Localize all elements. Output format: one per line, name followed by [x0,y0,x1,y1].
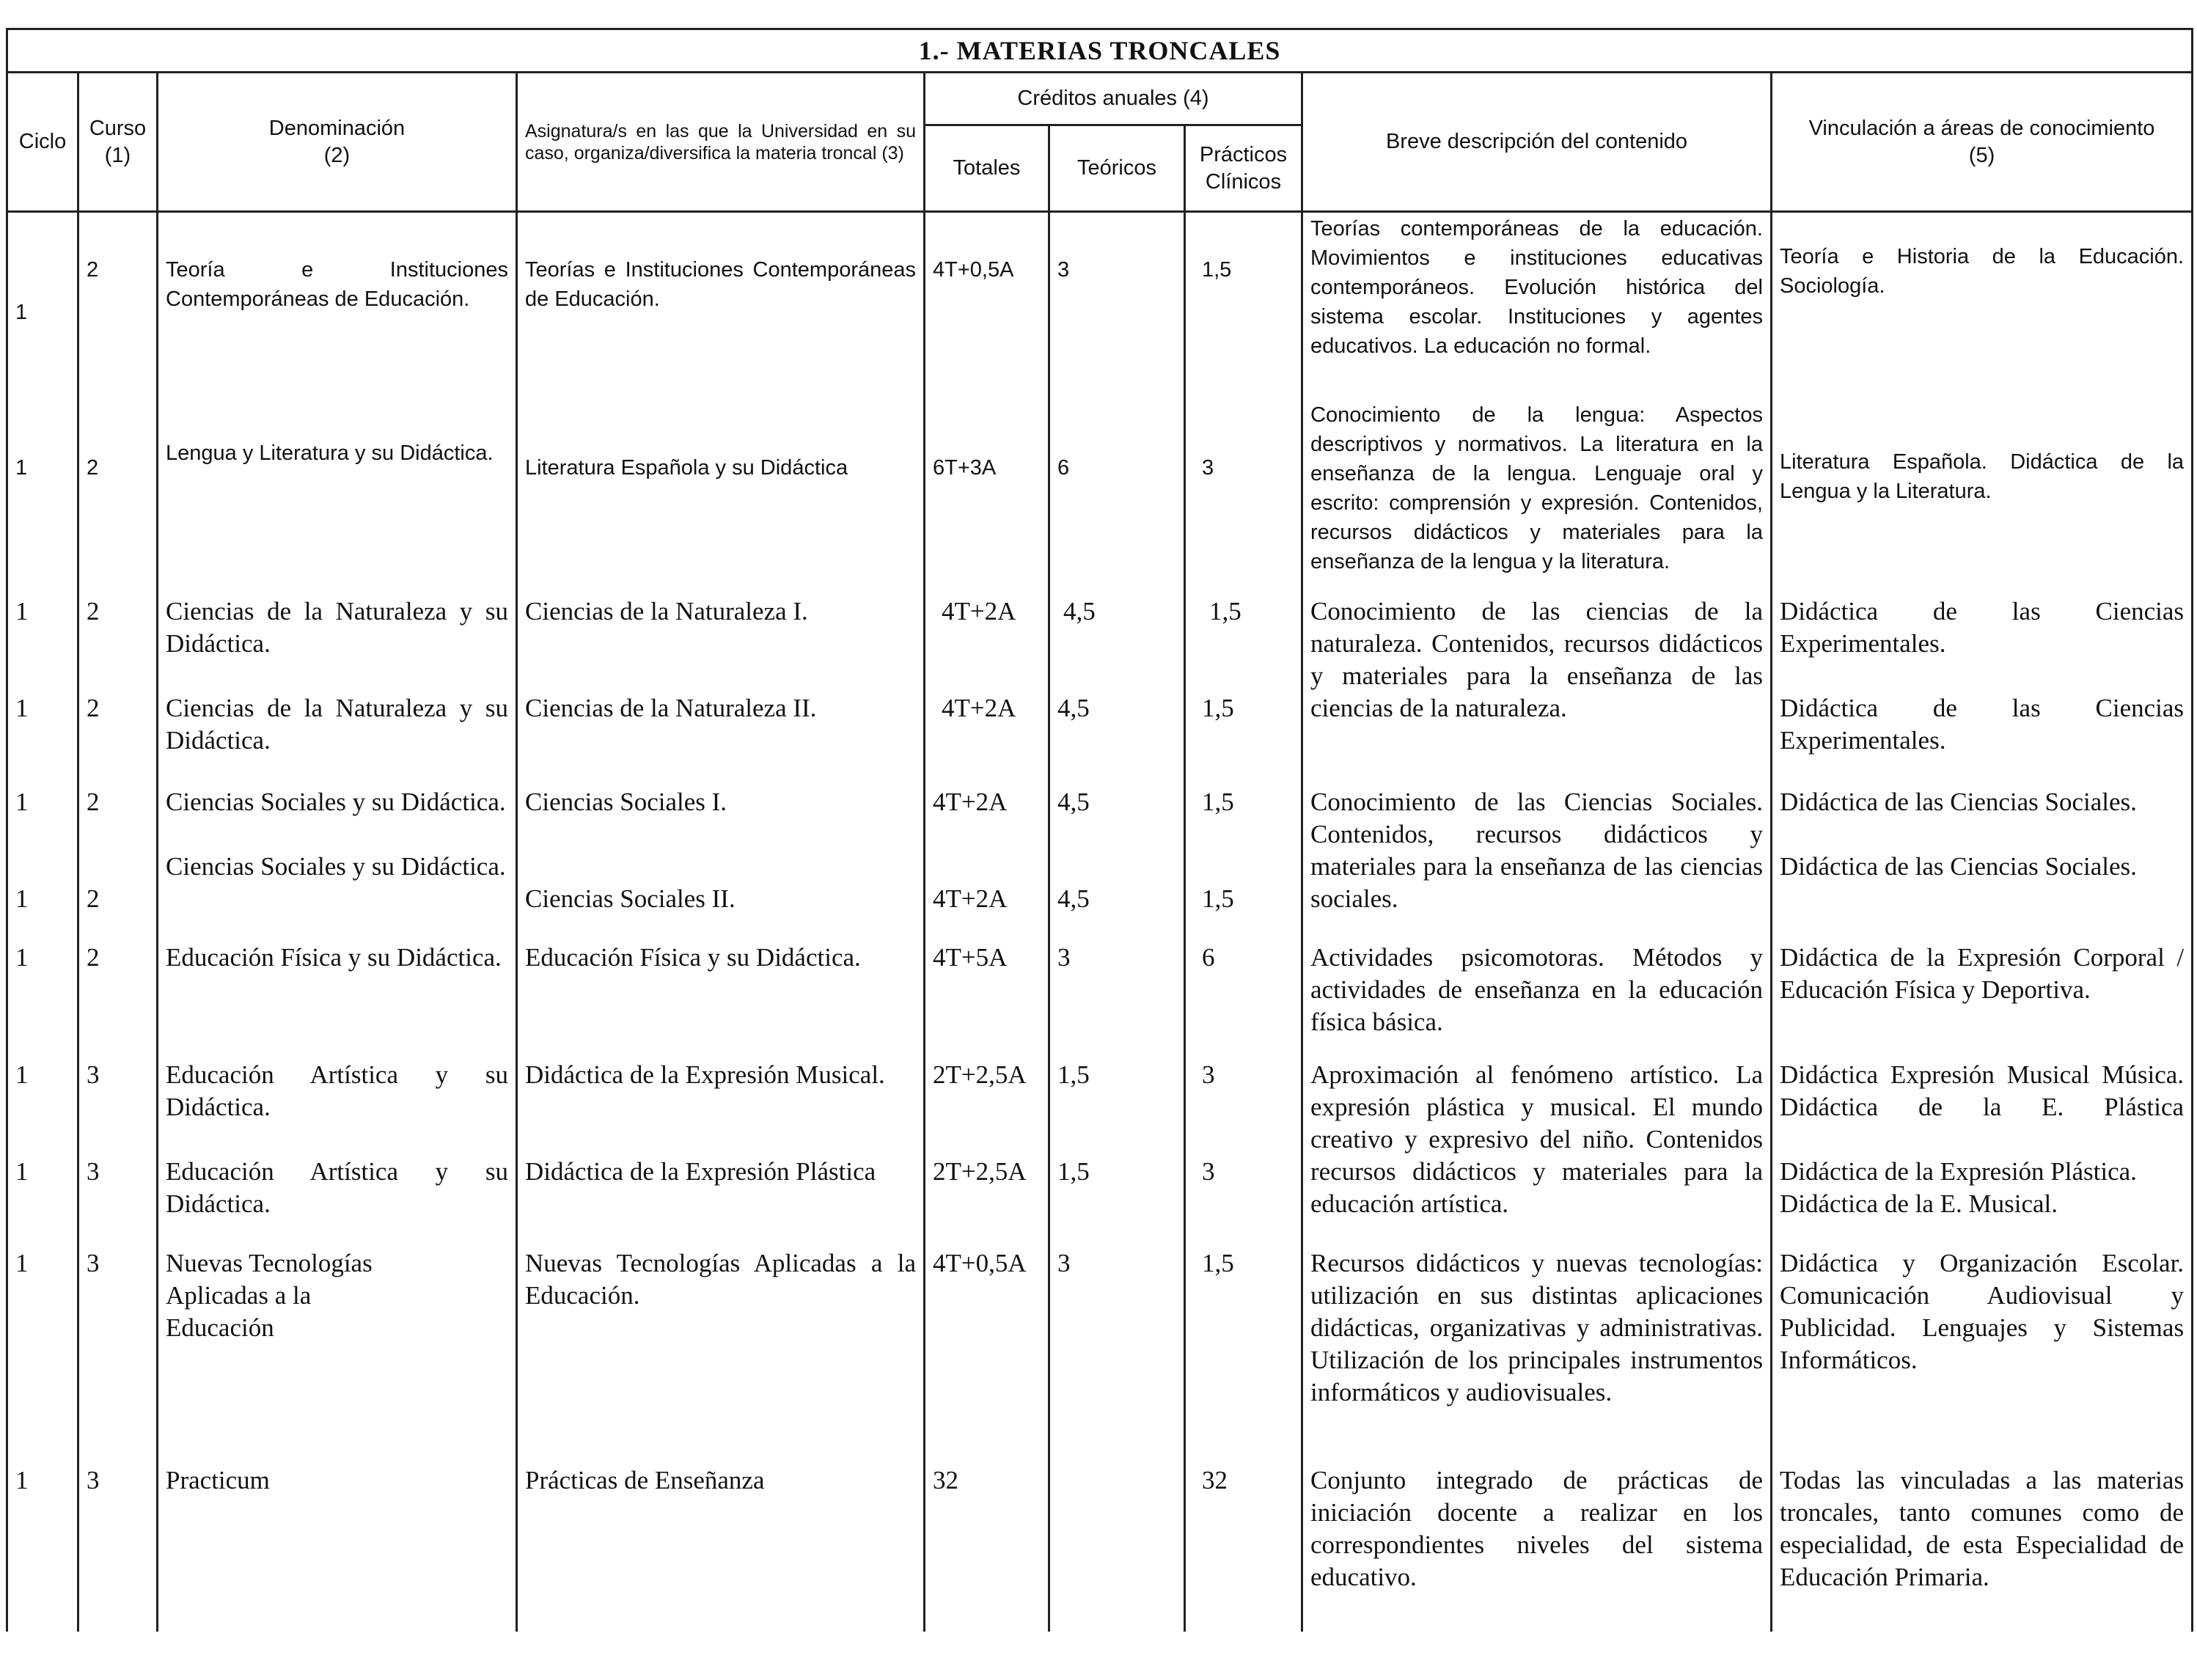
totales-value: 4T+2A [933,884,1008,913]
practicos-value: 1,5 [1202,258,1232,282]
asignatura-value: Nuevas Tecnologías Aplicadas a la Educación. [525,1248,916,1310]
denominacion-value: Ciencias de la Naturaleza y su Didáctica. [166,596,508,658]
denominacion-value: Educación Artística y su Didáctica. [166,1060,508,1121]
ciclo-value: 1 [15,455,28,480]
table-row [7,212,2193,395]
asignatura-value: Teorías e Instituciones Contemporáneas de Educación. [525,258,916,311]
denominacion-value: Ciencias de la Naturaleza y su Didáctica. [166,693,508,755]
cell-asignatura [517,395,925,594]
totales-value: 4T+2A [942,596,1016,626]
header-asignatura: Asignatura/s en las que la Universidad en su caso, organiza/diversifica la materia troncal (3) [517,73,925,212]
header-denominacion [158,73,517,212]
totales-value: 4T+5A [933,942,1008,972]
descripcion-value: Conocimiento de la lengua: Aspectos descriptivos y normativos. La literatura en la enseñanza de la lengua. Lenguaje oral y escrito: comprensión y expresión. Contenidos, recursos didácticos y materiales para la enseñanza de la lengua y la literatura. [1310,403,1763,573]
cell-denominacion [158,594,517,785]
practicos-value: 3 [1202,1156,1215,1186]
teoricos-value: 4,5 [1063,596,1096,626]
ciclo-value: 1 [15,787,29,816]
practicos-value: 3 [1202,455,1214,480]
cell-ciclo [7,395,78,594]
cell-practicos [1185,940,1302,1057]
asignatura-value: Literatura Española y su Didáctica [525,455,848,480]
ciclo-value: 1 [15,1060,29,1089]
cell-asignatura [517,594,925,785]
denominacion-value: Ciencias Sociales y su Didáctica. [166,787,506,816]
cell-vinculacion [1772,1463,2193,1632]
teoricos-value: 6 [1057,455,1070,480]
asignatura-value: Ciencias de la Naturaleza II. [525,693,817,722]
vinculacion-value: Teoría e Historia de la Educación. Sociología. [1780,245,2185,298]
vinculacion-value: Didáctica de las Ciencias Experimentales. [1780,596,2185,658]
totales-value: 4T+0,5A [933,1248,1027,1277]
cell-vinculacion [1772,395,2193,594]
header-practicos-label-2: Clínicos [1205,169,1282,194]
cell-descripcion [1302,594,1772,785]
ciclo-value: 1 [15,596,29,626]
cell-curso [78,212,158,395]
denominacion-value: Teoría e Instituciones Contemporáneas de Educación. [166,258,508,311]
practicos-value: 1,5 [1202,884,1234,913]
denominacion-value: Educación Física y su Didáctica. [166,942,502,972]
descripcion-value: Aproximación al fenómeno artístico. La expresión plástica y musical. El mundo creativo y expresivo del niño. Contenidos recursos didácticos y materiales para la educación artística. [1310,1060,1763,1218]
cell-descripcion [1302,785,1772,940]
cell-practicos [1185,1246,1302,1463]
denominacion-value: Ciencias Sociales y su Didáctica. [166,851,506,881]
cell-asignatura [517,212,925,395]
cell-asignatura [517,1246,925,1463]
teoricos-value: 4,5 [1057,693,1090,722]
header-curso [78,73,158,212]
header-denominacion-label: Denominación [268,116,406,140]
totales-value: 6T+3A [933,455,997,480]
cell-totales [925,940,1049,1057]
vinculacion-value: Didáctica de las Ciencias Experimentales. [1780,693,2185,755]
totales-value: 4T+2A [933,787,1008,816]
cell-practicos [1185,1463,1302,1632]
cell-vinculacion [1772,940,2193,1057]
practicos-value: 1,5 [1209,596,1241,626]
teoricos-value: 3 [1057,1248,1071,1277]
header-practicos-label: Prácticos [1199,142,1288,166]
curso-value: 3 [87,1156,100,1186]
descripcion-value: Conocimiento de las ciencias de la naturaleza. Contenidos, recursos didácticos y materiales para la enseñanza de las ciencias de la naturaleza. [1310,596,1763,722]
header-denominacion-note: (2) [323,143,351,167]
cell-teoricos [1049,1463,1185,1632]
table-row [7,940,2193,1057]
header-practicos [1185,125,1302,212]
table-row [7,785,2193,940]
curso-value: 2 [87,942,100,972]
practicos-value: 6 [1202,942,1215,972]
cell-teoricos [1049,940,1185,1057]
cell-ciclo [7,1057,78,1246]
header-curso-label: Curso [89,116,147,140]
ciclo-value: 1 [15,1156,29,1186]
cell-totales [925,785,1049,940]
cell-descripcion [1302,1463,1772,1632]
ciclo-value: 1 [15,1248,29,1277]
curso-value: 2 [87,455,99,480]
descripcion-value: Conjunto integrado de prácticas de iniciación docente a realizar en los correspondientes niveles del sistema educativo. [1310,1465,1763,1591]
cell-denominacion [158,212,517,395]
cell-vinculacion [1772,212,2193,395]
cell-denominacion [158,940,517,1057]
teoricos-value: 3 [1057,942,1071,972]
header-ciclo-label: Ciclo [18,130,67,153]
totales-value: 4T+2A [942,693,1016,722]
denominacion-value: Lengua y Literatura y su Didáctica. [166,441,494,465]
cell-teoricos [1049,1246,1185,1463]
cell-vinculacion [1772,1246,2193,1463]
curso-value: 3 [87,1248,100,1277]
asignatura-value: Didáctica de la Expresión Plástica [525,1156,876,1186]
vinculacion-value: Todas las vinculadas a las materias troncales, tanto comunes como de especialidad, de esta Especialidad de Educación Primaria. [1780,1465,2185,1591]
cell-ciclo [7,940,78,1057]
descripcion-value: Teorías contemporáneas de la educación. Movimientos e instituciones educativas contemporáneos. Evolución histórica del sistema escolar. Instituciones y agentes educativos. La educación no formal. [1310,217,1763,358]
table-row [7,1057,2193,1246]
vinculacion-value: Didáctica de las Ciencias Sociales. [1780,787,2137,816]
vinculacion-value: Didáctica Expresión Musical Música. Didáctica de la E. Plástica [1780,1060,2185,1121]
cell-teoricos [1049,594,1185,785]
vinculacion-value: Didáctica y Organización Escolar. Comunicación Audiovisual y Publicidad. Lenguajes y Sistemas Informáticos. [1780,1248,2185,1374]
cell-descripcion [1302,1057,1772,1246]
ciclo-value: 1 [15,301,28,324]
cell-practicos [1185,785,1302,940]
ciclo-value: 1 [15,942,29,972]
cell-denominacion [158,1246,517,1463]
cell-denominacion [158,395,517,594]
header-totales: Totales [925,125,1049,212]
practicos-value: 1,5 [1202,1248,1234,1277]
totales-value: 2T+2,5A [933,1156,1027,1186]
cell-practicos [1185,395,1302,594]
cell-teoricos [1049,212,1185,395]
practicos-value: 32 [1202,1465,1228,1494]
cell-teoricos [1049,395,1185,594]
curso-value: 2 [87,258,99,282]
cell-curso [78,785,158,940]
cell-descripcion [1302,212,1772,395]
asignatura-value: Ciencias Sociales II. [525,884,736,913]
header-vinculacion [1772,73,2193,212]
asignatura-value: Ciencias de la Naturaleza I. [525,596,808,626]
cell-asignatura [517,1463,925,1632]
header-creditos: Créditos anuales (4) [925,73,1302,125]
cell-descripcion [1302,1246,1772,1463]
table-row [7,1463,2193,1632]
materias-troncales-table [6,28,2193,1632]
practicos-value: 3 [1202,1060,1215,1089]
cell-curso [78,594,158,785]
curso-value: 3 [87,1465,100,1494]
asignatura-value: Prácticas de Enseñanza [525,1465,765,1494]
cell-curso [78,1246,158,1463]
cell-teoricos [1049,785,1185,940]
asignatura-value: Ciencias Sociales I. [525,787,727,816]
ciclo-value: 1 [15,884,29,913]
asignatura-value: Educación Física y su Didáctica. [525,942,861,972]
header-ciclo [7,73,78,212]
cell-asignatura [517,940,925,1057]
vinculacion-value: Didáctica de la Expresión Plástica. Didáctica de la E. Musical. [1780,1156,2137,1218]
totales-value: 32 [933,1465,958,1494]
descripcion-value: Recursos didácticos y nuevas tecnologías: utilización en sus distintas aplicaciones didácticas, organizativas y administrativas. Utilización de los principales instrumentos informáticos y audiovisuales. [1310,1248,1763,1406]
cell-curso [78,940,158,1057]
cell-denominacion [158,1463,517,1632]
teoricos-value: 1,5 [1057,1060,1090,1089]
curso-value: 2 [87,787,100,816]
cell-practicos [1185,594,1302,785]
cell-practicos [1185,1057,1302,1246]
vinculacion-value: Didáctica de la Expresión Corporal / Educación Física y Deportiva. [1780,942,2185,1004]
denominacion-value: Educación Artística y su Didáctica. [166,1156,508,1218]
cell-ciclo [7,212,78,395]
table-row [7,395,2193,594]
cell-ciclo [7,1463,78,1632]
cell-curso [78,395,158,594]
totales-value: 4T+0,5A [933,258,1014,282]
curso-value: 2 [87,693,100,722]
teoricos-value: 3 [1057,258,1070,282]
header-teoricos: Teóricos [1049,125,1185,212]
cell-ciclo [7,1246,78,1463]
table-row [7,1246,2193,1463]
cell-practicos [1185,212,1302,395]
teoricos-value: 1,5 [1057,1156,1090,1186]
table-title: 1.- MATERIAS TRONCALES [7,29,2193,73]
header-vinculacion-note: (5) [1968,143,1995,167]
teoricos-value: 4,5 [1057,884,1090,913]
cell-ciclo [7,594,78,785]
denominacion-value: Practicum [166,1465,270,1494]
practicos-value: 1,5 [1202,693,1234,722]
cell-descripcion [1302,395,1772,594]
cell-totales [925,395,1049,594]
curso-value: 2 [87,884,100,913]
vinculacion-value: Literatura Española. Didáctica de la Lengua y la Literatura. [1780,450,2185,503]
cell-vinculacion [1772,594,2193,785]
curso-value: 2 [87,596,100,626]
cell-teoricos [1049,1057,1185,1246]
table-row [7,594,2193,785]
curso-value: 3 [87,1060,100,1089]
cell-totales [925,212,1049,395]
ciclo-value: 1 [15,1465,29,1494]
vinculacion-value: Didáctica de las Ciencias Sociales. [1780,851,2137,881]
cell-totales [925,1463,1049,1632]
descripcion-value: Conocimiento de las Ciencias Sociales. Contenidos, recursos didácticos y materiales para la enseñanza de las ciencias sociales. [1310,787,1763,913]
header-vinculacion-label: Vinculación a áreas de conocimiento [1808,116,2155,140]
practicos-value: 1,5 [1202,787,1234,816]
header-curso-note: (1) [104,143,131,167]
denominacion-value: Nuevas Tecnologías Aplicadas a la Educación [166,1248,373,1342]
cell-curso [78,1463,158,1632]
teoricos-value: 4,5 [1057,787,1090,816]
cell-asignatura [517,785,925,940]
cell-totales [925,594,1049,785]
cell-totales [925,1057,1049,1246]
cell-curso [78,1057,158,1246]
descripcion-value: Actividades psicomotoras. Métodos y actividades de enseñanza en la educación física básica. [1310,942,1763,1036]
header-descripcion: Breve descripción del contenido [1302,73,1772,212]
cell-vinculacion [1772,1057,2193,1246]
totales-value: 2T+2,5A [933,1060,1027,1089]
asignatura-value: Didáctica de la Expresión Musical. [525,1060,885,1089]
cell-totales [925,1246,1049,1463]
cell-denominacion [158,785,517,940]
cell-vinculacion [1772,785,2193,940]
ciclo-value: 1 [15,693,29,722]
cell-descripcion [1302,940,1772,1057]
cell-asignatura [517,1057,925,1246]
cell-ciclo [7,785,78,940]
cell-denominacion [158,1057,517,1246]
